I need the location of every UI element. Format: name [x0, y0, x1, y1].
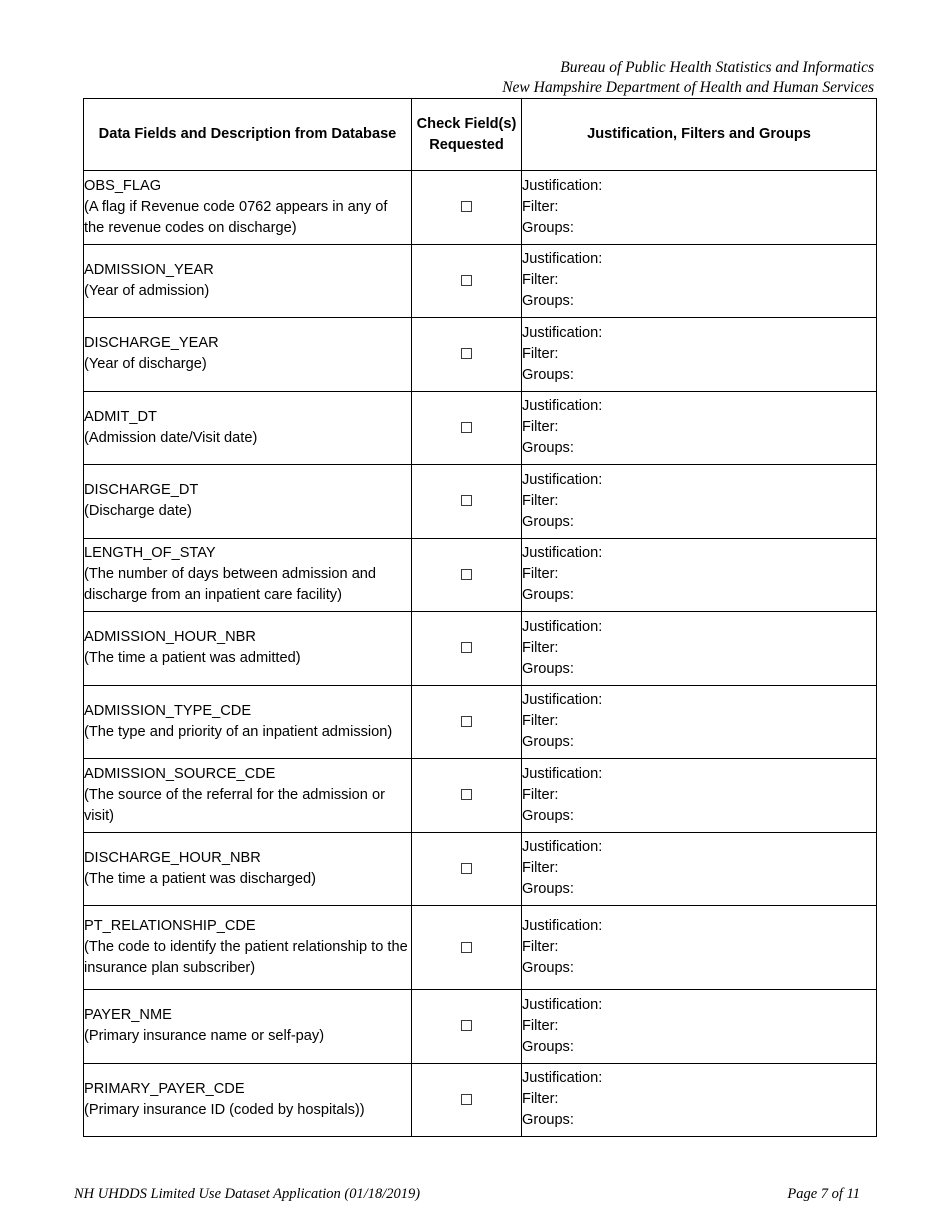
request-checkbox[interactable] — [461, 942, 472, 953]
justification-label: Justification: — [522, 398, 603, 415]
field-description-cell — [84, 465, 412, 539]
page-header — [314, 58, 874, 97]
field-description: (Discharge date) — [84, 503, 192, 520]
field-description-cell — [84, 990, 412, 1064]
field-description: (Primary insurance ID (coded by hospitals)) — [84, 1101, 365, 1118]
field-description: (The time a patient was admitted) — [84, 650, 301, 667]
groups-label: Groups: — [522, 960, 574, 976]
request-checkbox[interactable] — [461, 1020, 472, 1031]
field-name: ADMISSION_HOUR_NBR — [84, 629, 256, 646]
table-row — [84, 391, 877, 465]
filter-label: Filter: — [522, 272, 559, 289]
header-justification: Justification, Filters and Groups — [522, 99, 877, 171]
field-description-cell — [84, 832, 412, 906]
groups-label: Groups: — [522, 660, 574, 677]
field-description-cell — [84, 906, 412, 990]
request-checkbox[interactable] — [461, 275, 472, 286]
field-description: (The number of days between admission and discharge from an inpatient care facility) — [84, 566, 377, 604]
filter-label: Filter: — [522, 1091, 559, 1108]
check-cell — [412, 612, 522, 686]
field-name: ADMISSION_SOURCE_CDE — [84, 765, 276, 782]
table-row — [84, 465, 877, 539]
table-row — [84, 832, 877, 906]
field-description-cell — [84, 171, 412, 245]
request-checkbox[interactable] — [461, 569, 472, 580]
field-description-cell — [84, 391, 412, 465]
groups-label: Groups: — [522, 366, 574, 383]
field-description-cell — [84, 685, 412, 759]
justification-cell — [522, 832, 877, 906]
field-description-cell — [84, 759, 412, 833]
filter-label: Filter: — [522, 1017, 559, 1034]
justification-label: Justification: — [522, 765, 603, 782]
justification-label: Justification: — [522, 839, 603, 856]
field-description-cell — [84, 538, 412, 612]
groups-label: Groups: — [522, 1112, 574, 1129]
table-header-row — [84, 99, 877, 171]
justification-cell — [522, 391, 877, 465]
table-row — [84, 244, 877, 318]
justification-cell — [522, 612, 877, 686]
field-description: (The type and priority of an inpatient admission) — [84, 723, 393, 740]
check-cell — [412, 759, 522, 833]
request-checkbox[interactable] — [461, 1094, 472, 1105]
request-checkbox[interactable] — [461, 716, 472, 727]
request-checkbox[interactable] — [461, 422, 472, 433]
justification-cell — [522, 759, 877, 833]
field-name: OBS_FLAG — [84, 177, 162, 194]
groups-label: Groups: — [522, 587, 574, 604]
table-row — [84, 990, 877, 1064]
field-name: ADMIT_DT — [84, 408, 157, 425]
justification-cell — [522, 465, 877, 539]
justification-label: Justification: — [522, 251, 603, 268]
table-row — [84, 171, 877, 245]
field-description-cell — [84, 318, 412, 392]
groups-label: Groups: — [522, 219, 574, 236]
request-checkbox[interactable] — [461, 348, 472, 359]
check-cell — [412, 906, 522, 990]
justification-cell — [522, 1063, 877, 1137]
field-description: (Year of admission) — [84, 282, 210, 299]
filter-label: Filter: — [522, 198, 559, 215]
table-row — [84, 612, 877, 686]
check-cell — [412, 465, 522, 539]
filter-label: Filter: — [522, 939, 559, 955]
filter-label: Filter: — [522, 345, 559, 362]
field-name: PAYER_NME — [84, 1007, 172, 1024]
header-check-fields: Check Field(s) Requested — [412, 99, 522, 171]
request-checkbox[interactable] — [461, 789, 472, 800]
field-description: (Year of discharge) — [84, 356, 207, 373]
field-description-cell — [84, 1063, 412, 1137]
filter-label: Filter: — [522, 786, 559, 803]
check-cell — [412, 318, 522, 392]
justification-label: Justification: — [522, 996, 603, 1013]
table-row — [84, 759, 877, 833]
groups-label: Groups: — [522, 513, 574, 530]
check-cell — [412, 832, 522, 906]
field-description: (The source of the referral for the admission or visit) — [84, 786, 385, 824]
field-description: (A flag if Revenue code 0762 appears in any of the revenue codes on discharge) — [84, 198, 388, 236]
filter-label: Filter: — [522, 566, 559, 583]
check-cell — [412, 685, 522, 759]
field-description-cell — [84, 612, 412, 686]
field-description: (Primary insurance name or self-pay) — [84, 1028, 325, 1045]
request-checkbox[interactable] — [461, 863, 472, 874]
data-fields-table — [83, 98, 877, 1137]
groups-label: Groups: — [522, 440, 574, 457]
justification-cell — [522, 318, 877, 392]
field-name: ADMISSION_TYPE_CDE — [84, 702, 252, 719]
page-number: Page 7 of 11 — [787, 1186, 860, 1202]
justification-cell — [522, 906, 877, 990]
header-data-fields: Data Fields and Description from Database — [84, 99, 412, 171]
justification-label: Justification: — [522, 545, 603, 562]
field-name: PRIMARY_PAYER_CDE — [84, 1080, 245, 1097]
groups-label: Groups: — [522, 881, 574, 898]
bureau-name: Bureau of Public Health Statistics and Informatics — [560, 59, 874, 76]
table-row — [84, 906, 877, 990]
justification-cell — [522, 538, 877, 612]
table-row — [84, 318, 877, 392]
groups-label: Groups: — [522, 734, 574, 751]
check-cell — [412, 171, 522, 245]
justification-cell — [522, 990, 877, 1064]
justification-cell — [522, 244, 877, 318]
filter-label: Filter: — [522, 492, 559, 509]
check-cell — [412, 538, 522, 612]
field-name: LENGTH_OF_STAY — [84, 545, 216, 562]
request-checkbox[interactable] — [461, 201, 472, 212]
justification-label: Justification: — [522, 1070, 603, 1087]
filter-label: Filter: — [522, 713, 559, 730]
table-row — [84, 685, 877, 759]
groups-label: Groups: — [522, 807, 574, 824]
request-checkbox[interactable] — [461, 495, 472, 506]
field-name: ADMISSION_YEAR — [84, 261, 214, 278]
field-name: PT_RELATIONSHIP_CDE — [84, 918, 256, 934]
field-name: DISCHARGE_DT — [84, 482, 199, 499]
justification-cell — [522, 685, 877, 759]
groups-label: Groups: — [522, 1038, 574, 1055]
field-description: (The time a patient was discharged) — [84, 870, 316, 887]
field-description: (The code to identify the patient relationship to the insurance plan subscriber) — [84, 939, 408, 976]
field-description: (Admission date/Visit date) — [84, 429, 258, 446]
justification-label: Justification: — [522, 471, 603, 488]
justification-label: Justification: — [522, 324, 603, 341]
check-cell — [412, 990, 522, 1064]
form-title: NH UHDDS Limited Use Dataset Application (01/18/2019) — [74, 1186, 421, 1202]
filter-label: Filter: — [522, 639, 559, 656]
justification-label: Justification: — [522, 918, 603, 934]
justification-label: Justification: — [522, 618, 603, 635]
field-description-cell — [84, 244, 412, 318]
department-name: New Hampshire Department of Health and Human Services — [502, 78, 874, 96]
field-name: DISCHARGE_YEAR — [84, 335, 219, 352]
check-cell — [412, 244, 522, 318]
table-row — [84, 1063, 877, 1137]
request-checkbox[interactable] — [461, 642, 472, 653]
justification-cell — [522, 171, 877, 245]
filter-label: Filter: — [522, 860, 559, 877]
field-name: DISCHARGE_HOUR_NBR — [84, 849, 261, 866]
groups-label: Groups: — [522, 293, 574, 310]
justification-label: Justification: — [522, 177, 603, 194]
justification-label: Justification: — [522, 692, 603, 709]
check-cell — [412, 391, 522, 465]
check-cell — [412, 1063, 522, 1137]
table-row — [84, 538, 877, 612]
filter-label: Filter: — [522, 419, 559, 436]
